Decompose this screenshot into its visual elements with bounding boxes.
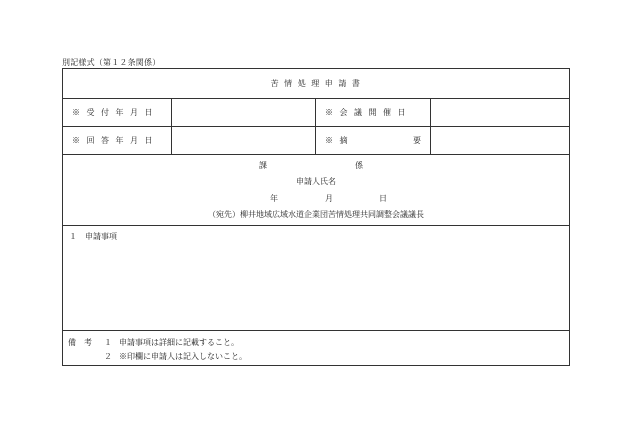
meeting-date-label-cell bbox=[316, 99, 431, 126]
reply-date-label-cell bbox=[63, 127, 172, 154]
receipt-date-label-cell bbox=[63, 99, 172, 126]
addressee-line bbox=[63, 209, 569, 220]
date-month: 月 bbox=[325, 194, 333, 203]
reply-date-label: ※回答年月日 bbox=[72, 136, 159, 145]
note-2-number: ２ bbox=[104, 352, 112, 361]
date-day: 日 bbox=[379, 194, 387, 203]
remarks-label: 備 考 bbox=[68, 338, 92, 347]
note-1-number: １ bbox=[104, 338, 112, 347]
department-section: 課 bbox=[259, 161, 267, 170]
title-row bbox=[63, 69, 569, 99]
note-1-text: 申請事項は詳細に記載すること。 bbox=[119, 338, 239, 347]
addressee: （宛先）柳井地域広域水道企業団苦情処理共同調整会議議長 bbox=[208, 210, 424, 219]
date-year: 年 bbox=[270, 194, 278, 203]
summary-label-cell bbox=[316, 127, 431, 154]
applicant-name-line[interactable] bbox=[63, 176, 569, 187]
summary-field[interactable] bbox=[431, 127, 571, 154]
receipt-row bbox=[63, 99, 569, 127]
receipt-date-label: ※受付年月日 bbox=[72, 108, 159, 117]
remarks-section bbox=[63, 331, 569, 365]
applicant-block bbox=[63, 155, 569, 226]
meeting-date-label: ※会議開催日 bbox=[325, 108, 412, 117]
summary-label-b: 要 bbox=[413, 136, 421, 145]
meeting-date-field[interactable] bbox=[431, 99, 571, 126]
applicant-name-label: 申請人氏名 bbox=[296, 177, 336, 186]
request-label: １ 申請事項 bbox=[69, 232, 117, 241]
department-subsection: 係 bbox=[355, 161, 363, 170]
complaint-form bbox=[62, 68, 570, 366]
note-2-text: ※印欄に申請人は記入しないこと。 bbox=[119, 352, 247, 361]
request-section[interactable] bbox=[63, 226, 569, 331]
receipt-date-field[interactable] bbox=[172, 99, 316, 126]
form-title: 苦 情 処 理 申 請 書 bbox=[270, 79, 362, 88]
reply-row bbox=[63, 127, 569, 155]
form-caption: 別記様式（第１２条関係） bbox=[62, 58, 161, 67]
summary-label-a: ※摘 bbox=[325, 136, 354, 145]
reply-date-field[interactable] bbox=[172, 127, 316, 154]
